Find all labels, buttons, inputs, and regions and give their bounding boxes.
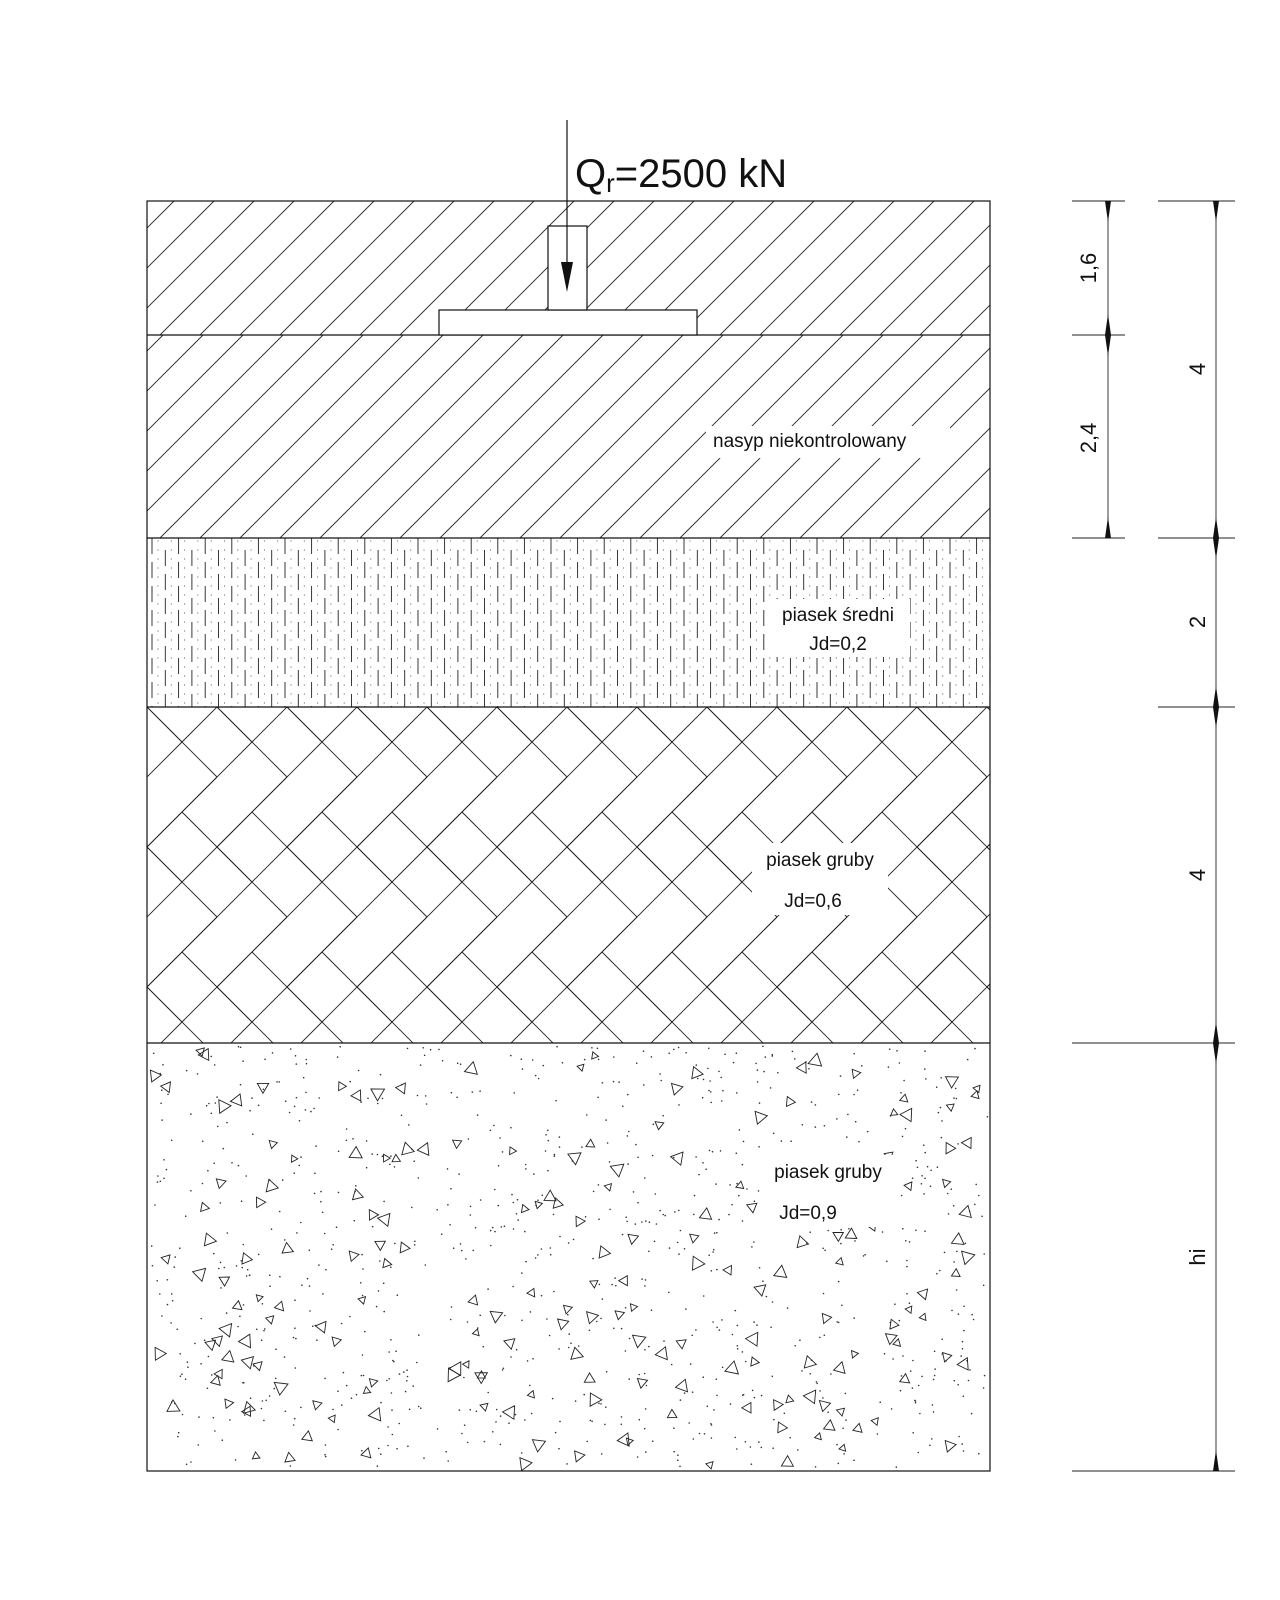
fill-layer-name: nasyp niekontrolowany (713, 431, 907, 452)
medium-sand-jd: Jd=0,2 (809, 634, 867, 655)
load-subscript: r (606, 168, 615, 198)
footing-base (439, 310, 697, 335)
coarse-sand-jd: Jd=0,6 (784, 891, 842, 912)
inner-dimension-chain (1072, 201, 1125, 538)
dim-label-hi: hi (1185, 1248, 1210, 1266)
dim-label-4-top: 4 (1185, 362, 1210, 376)
dim-label-4-mid: 4 (1185, 868, 1210, 882)
medium-sand-layer-name: piasek średni (782, 605, 894, 626)
dim-label-2: 2 (1185, 615, 1210, 629)
coarse-sand-dense-layer-hatch (150, 1046, 988, 1471)
profile-outline (147, 201, 990, 1471)
dim-label-2-4: 2,4 (1076, 422, 1101, 454)
coarse-sand-layer-name: piasek gruby (766, 850, 874, 871)
load-label: Qr=2500 kN (575, 152, 788, 198)
dim-label-1-6: 1,6 (1076, 252, 1101, 284)
outer-dimension-chain (1072, 201, 1235, 1471)
dense-sand-layer-name: piasek gruby (774, 1162, 882, 1183)
dense-sand-jd: Jd=0,9 (779, 1203, 837, 1224)
load-value: =2500 kN (614, 152, 788, 196)
